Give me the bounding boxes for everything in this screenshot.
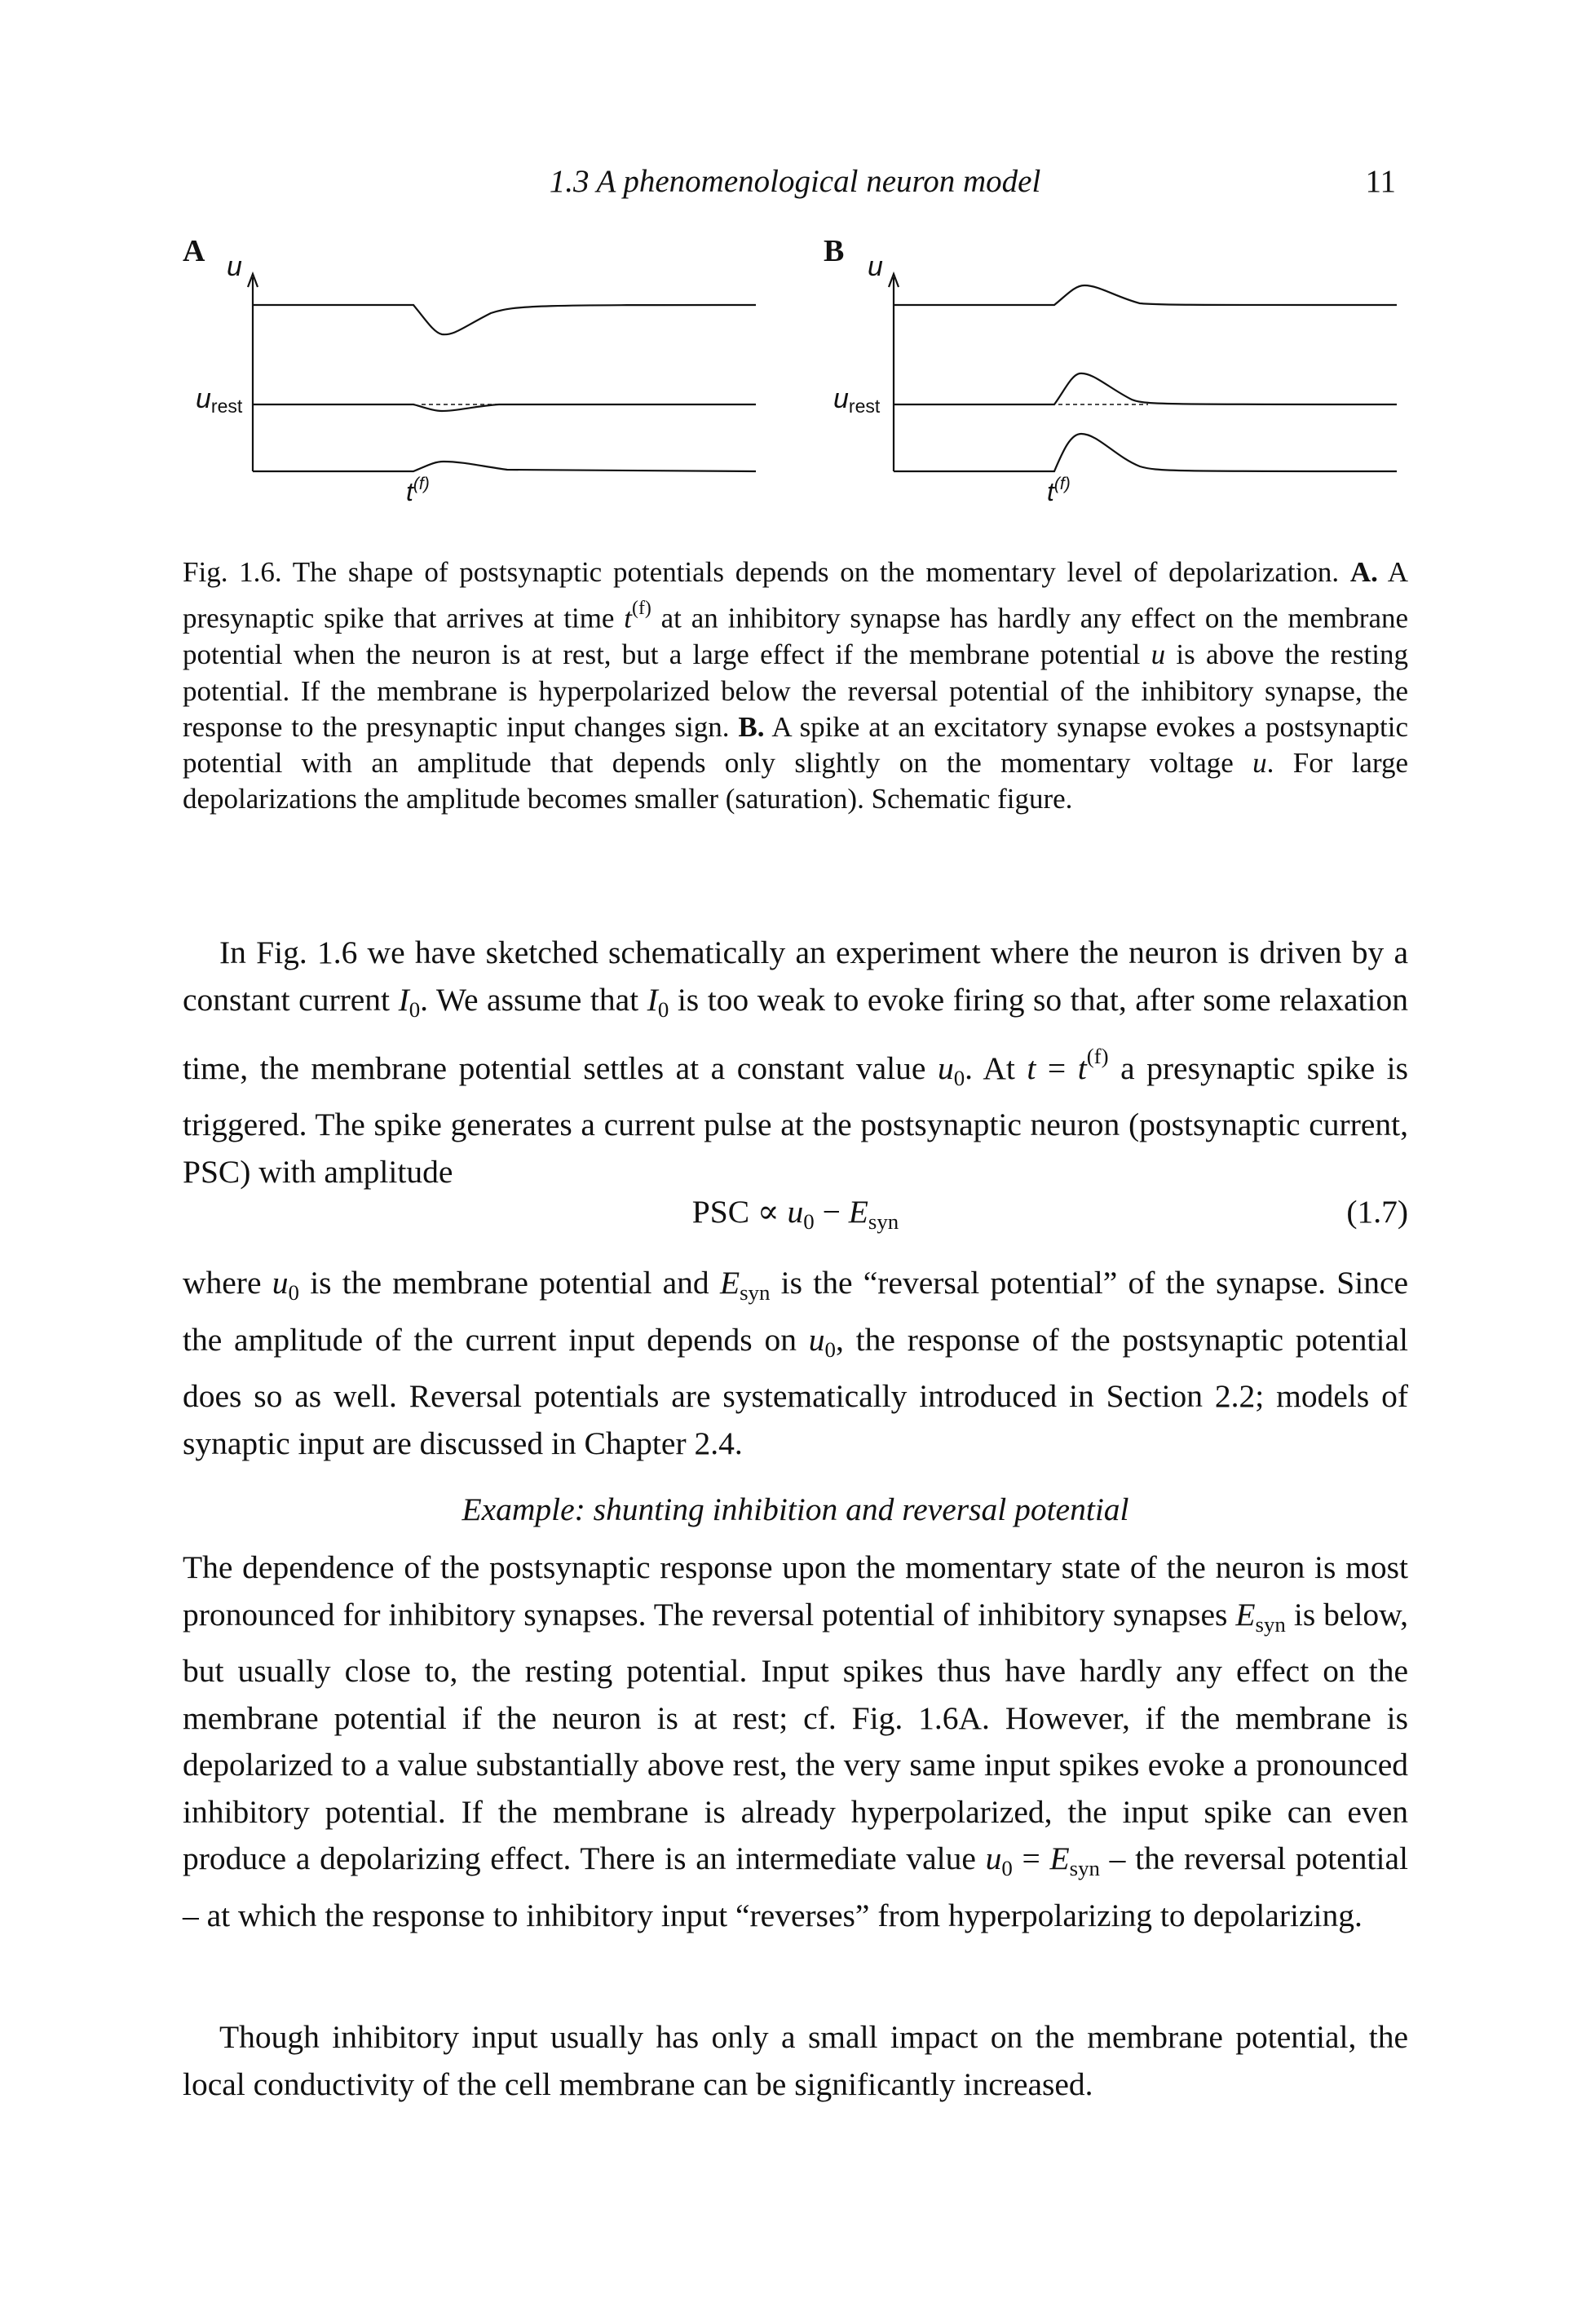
p1-I-sub: 0 — [409, 996, 421, 1022]
p3-E: E — [1235, 1596, 1256, 1633]
p2-u-sub: 0 — [288, 1280, 299, 1306]
p3-E-2: E — [1049, 1840, 1070, 1877]
paragraph-2 — [183, 1260, 1408, 1467]
panel-b-traces — [822, 228, 1409, 473]
panel-a-t: t — [406, 477, 413, 506]
p1-I-2-sub: 0 — [657, 996, 669, 1022]
p1-text-3: is too weak to evoke firing so that, after some relaxation time, the membrane potential settles at a constant value — [183, 981, 1409, 1086]
p3-text-1: The dependence of the postsynaptic response upon the momentary state of the neuron is most pronounced for inhibitory synapses. The reversal potential of inhibitory synapses — [183, 1549, 1408, 1633]
panel-a-t-sup: (f) — [413, 475, 430, 493]
figure-panel-a — [181, 228, 768, 506]
panel-a-letter: A — [183, 234, 205, 268]
figure-panel-b — [822, 228, 1409, 506]
caption-label: Fig. 1.6. — [183, 556, 282, 588]
example-heading: Example: shunting inhibition and reversal potential — [462, 1491, 1129, 1527]
p1-text-2: . We assume that — [420, 981, 639, 1018]
p2-u-2-sub: 0 — [824, 1337, 836, 1362]
page-number: 11 — [1365, 164, 1396, 199]
p1-eq: = — [1036, 1049, 1078, 1086]
panel-b-y-label: u — [868, 251, 883, 282]
caption-a-label: A. — [1349, 556, 1378, 588]
paragraph-4 — [183, 2014, 1408, 2108]
equation-body — [183, 1193, 1408, 1235]
caption-intro: The shape of postsynaptic potentials depends on the momentary level of depolarization. — [292, 556, 1340, 588]
panel-a-trace-rest — [253, 404, 756, 411]
caption-b-text-1: A spike at an excitatory synapse evokes a postsynaptic potential with an amplitude that depends only slightly on the momentary voltage — [183, 710, 1409, 780]
caption-a-var: u — [1151, 638, 1166, 671]
p1-tf: t — [1077, 1049, 1087, 1086]
p1-tf-sup: (f) — [1086, 1044, 1109, 1069]
panel-b-rest-sub: rest — [848, 395, 881, 417]
panel-b-time-label — [1047, 475, 1071, 507]
panel-b-t-sup: (f) — [1053, 475, 1071, 493]
caption-a-text-1: A presynaptic spike that arrives at time — [183, 556, 1408, 634]
panel-a-rest-u: u — [196, 383, 211, 414]
panel-a-rest-sub: rest — [210, 395, 243, 417]
p3-u: u — [985, 1840, 1002, 1877]
p2-E: E — [719, 1265, 740, 1301]
caption-a-time-sup: (f) — [632, 598, 651, 620]
p1-text-4: . At — [965, 1049, 1015, 1086]
panel-a-time-label — [406, 475, 430, 507]
p1-I: I — [398, 981, 409, 1018]
panel-a-y-label: u — [227, 251, 242, 282]
equation-E-sub: syn — [868, 1209, 899, 1235]
paragraph-3 — [183, 1544, 1408, 1939]
p3-text-3: – the reversal potential – at which the response to inhibitory input “reverses” from hyperpolarizing to depolarizing. — [183, 1840, 1409, 1933]
panel-b-trace-rest — [894, 373, 1397, 404]
p3-E-2-sub: syn — [1069, 1856, 1100, 1881]
equation-u-sub: 0 — [803, 1209, 815, 1235]
panel-b-trace-depolarized — [894, 285, 1397, 305]
p2-text-3: is the “reversal potential” of the synapse. Since the amplitude of the current input depends on — [183, 1265, 1409, 1358]
p1-I-2: I — [647, 981, 658, 1018]
p2-text-4: , the response of the postsynaptic potential does so as well. Reversal potentials are systematically introduced in Section 2.2; models of synaptic input are discussed in Chapter 2.4. — [183, 1321, 1409, 1461]
panel-b-rest-u: u — [833, 383, 849, 414]
p1-text-1: In Fig. 1.6 we have sketched schematically an experiment where the neuron is driven by a constant current — [183, 934, 1408, 1018]
p1-text-5: a presynaptic spike is triggered. The spike generates a current pulse at the postsynaptic neuron (postsynaptic current, PSC) with amplitude — [183, 1049, 1409, 1190]
figure-caption — [183, 554, 1408, 818]
caption-b-text-2: . For large depolarizations the amplitude becomes smaller (saturation). Schematic figure. — [183, 747, 1409, 815]
caption-a-text-3: is above the resting potential. If the membrane is hyperpolarized below the reversal potential of the inhibitory synapse, the response to the presynaptic input changes sign. — [183, 638, 1409, 743]
p3-u-sub: 0 — [1001, 1856, 1013, 1881]
equation-lhs: PSC ∝ — [691, 1194, 788, 1230]
caption-b-label: B. — [738, 710, 765, 743]
equation-minus: − — [814, 1194, 849, 1230]
p2-E-sub: syn — [740, 1280, 771, 1306]
panel-b-letter: B — [824, 234, 845, 268]
caption-b-var: u — [1252, 747, 1267, 780]
p3-text-2: is below, but usually close to, the resting potential. Input spikes thus have hardly any effect on the membrane potential if the neuron is at rest; cf. Fig. 1.6A. However, if the membrane is depolarized to a value substantially above rest, the very same input spikes evoke a pronounced inhibitory potential. If the membrane is already hyperpolarized, the input spike can even produce a depolarizing effect. There is an intermediate value — [183, 1596, 1409, 1877]
panel-a-trace-hyperpolarized — [253, 462, 756, 471]
p2-text-1: where — [183, 1265, 262, 1301]
caption-a-text-2: at an inhibitory synapse has hardly any effect on the membrane potential when the neuron is at rest, but a large effect if the membrane potential — [183, 602, 1409, 671]
p1-u: u — [937, 1049, 954, 1086]
p1-u-sub: 0 — [953, 1065, 965, 1090]
equation-u: u — [787, 1194, 804, 1230]
p2-u-2: u — [808, 1321, 825, 1358]
panel-a-traces — [181, 228, 768, 473]
running-title: 1.3 A phenomenological neuron model — [549, 164, 1041, 199]
panel-b-t: t — [1047, 477, 1054, 506]
p1-t: t — [1027, 1049, 1036, 1086]
equation-number: (1.7) — [1346, 1194, 1408, 1230]
p3-E-sub: syn — [1255, 1611, 1286, 1637]
p2-text-2: is the membrane potential and — [310, 1265, 709, 1301]
paragraph-1 — [183, 930, 1408, 1195]
equation-E: E — [848, 1194, 868, 1230]
p3-eq: = — [1012, 1840, 1050, 1877]
caption-a-time: t — [624, 602, 633, 634]
p2-u: u — [272, 1265, 289, 1301]
panel-a-trace-depolarized — [253, 305, 756, 334]
p4-text: Though inhibitory input usually has only a small impact on the membrane potential, the local conductivity of the cell membrane can be significantly increased. — [183, 2019, 1408, 2102]
panel-b-trace-hyperpolarized — [894, 434, 1397, 471]
